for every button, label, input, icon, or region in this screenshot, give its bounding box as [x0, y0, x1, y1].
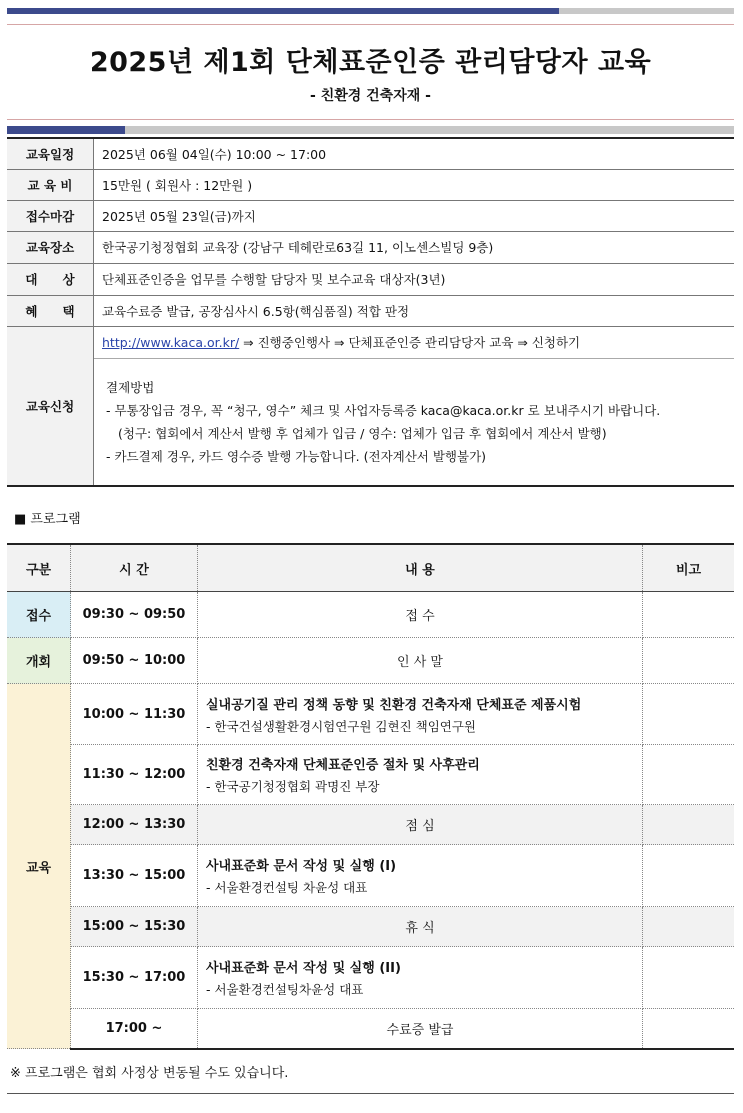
- program-row: [7, 638, 734, 684]
- category-opening: 개회: [7, 638, 71, 684]
- divider: [7, 24, 734, 25]
- program-note: [643, 638, 735, 684]
- program-content: [198, 684, 643, 745]
- session-speaker: - 서울환경컨설팅차윤성 대표: [206, 982, 364, 997]
- program-note: [643, 947, 735, 1009]
- info-value: 15만원 ( 회원사 : 12만원 ): [94, 169, 735, 200]
- program-row: [7, 745, 734, 805]
- info-table: [7, 137, 734, 487]
- program-time: 17:00 ~: [71, 1009, 198, 1049]
- program-content: 접 수: [198, 592, 643, 638]
- program-time: 10:00 ~ 11:30: [71, 684, 198, 745]
- info-label: 교육신청: [7, 326, 94, 486]
- program-note: [643, 907, 735, 947]
- info-row-venue: [7, 231, 734, 263]
- program-time: 09:50 ~ 10:00: [71, 638, 198, 684]
- info-label: 접수마감: [7, 200, 94, 231]
- program-row: [7, 684, 734, 745]
- program-note: [643, 745, 735, 805]
- section-accent-bar: [7, 126, 734, 134]
- page-title: 2025년 제1회 단체표준인증 관리담당자 교육: [89, 47, 652, 78]
- divider: [7, 119, 734, 120]
- payment-title: 결제방법: [106, 379, 155, 395]
- col-header-time: 시 간: [71, 544, 198, 592]
- program-time: 09:30 ~ 09:50: [71, 592, 198, 638]
- program-heading: ■ 프로그램: [14, 512, 81, 527]
- apply-path-text: ⇒ 진행중인행사 ⇒ 단체표준인증 관리담당자 교육 ⇒ 신청하기: [239, 334, 581, 350]
- page-subtitle: - 친환경 건축자재 -: [310, 88, 431, 104]
- payment-line: - 카드결제 경우, 카드 영수증 발행 가능합니다. (전자계산서 발행불가): [106, 448, 487, 464]
- session-title: 사내표준화 문서 작성 및 실행 (I): [206, 859, 397, 874]
- info-row-benefit: [7, 295, 734, 326]
- program-time: 15:30 ~ 17:00: [71, 947, 198, 1009]
- program-note: [643, 845, 735, 907]
- info-label: 교육일정: [7, 138, 94, 169]
- session-title: 사내표준화 문서 작성 및 실행 (II): [206, 961, 401, 976]
- col-header-category: 구분: [7, 544, 71, 592]
- divider: [7, 1093, 734, 1094]
- payment-line: - 무통장입금 경우, 꼭 “청구, 영수” 체크 및 사업자등록증 kaca@kaca.or.kr 로 보내주시기 바랍니다.: [106, 402, 661, 418]
- program-note: [643, 1009, 735, 1049]
- info-value: 한국공기청정협회 교육장 (강남구 테헤란로63길 11, 이노센스빌딩 9층): [94, 231, 735, 263]
- program-row: [7, 1009, 734, 1049]
- info-label: 대 상: [7, 263, 94, 295]
- program-table: [7, 543, 734, 1050]
- info-label: 교육장소: [7, 231, 94, 263]
- category-reception: 접수: [7, 592, 71, 638]
- program-time: 12:00 ~ 13:30: [71, 805, 198, 845]
- program-content: 휴 식: [198, 907, 643, 947]
- program-note: [643, 684, 735, 745]
- program-row: [7, 805, 734, 845]
- program-row: [7, 907, 734, 947]
- program-time: 15:00 ~ 15:30: [71, 907, 198, 947]
- info-row-apply: [7, 326, 734, 486]
- program-content: [198, 845, 643, 907]
- info-value: 2025년 05월 23일(금)까지: [94, 200, 735, 231]
- program-note: [643, 592, 735, 638]
- payment-line: (청구: 협회에서 계산서 발행 후 업체가 입금 / 영수: 업체가 입금 후 협회에서 계산서 발행): [118, 425, 607, 441]
- info-row-fee: [7, 169, 734, 200]
- program-time: 11:30 ~ 12:00: [71, 745, 198, 805]
- payment-methods: [102, 359, 734, 468]
- category-education: 교육: [7, 684, 71, 1049]
- info-row-deadline: [7, 200, 734, 231]
- program-content: 점 심: [198, 805, 643, 845]
- top-accent-bar: [7, 8, 734, 14]
- program-content: 인 사 말: [198, 638, 643, 684]
- program-row: [7, 947, 734, 1009]
- col-header-note: 비고: [643, 544, 735, 592]
- info-value: 교육수료증 발급, 공장심사시 6.5항(핵심품질) 적합 판정: [94, 295, 735, 326]
- program-content: [198, 745, 643, 805]
- info-value: 2025년 06월 04일(수) 10:00 ~ 17:00: [94, 138, 735, 169]
- program-content: [198, 947, 643, 1009]
- session-title: 친환경 건축자재 단체표준인증 절차 및 사후관리: [206, 758, 480, 773]
- col-header-content: 내 용: [198, 544, 643, 592]
- info-value: 단체표준인증을 업무를 수행할 담당자 및 보수교육 대상자(3년): [94, 263, 735, 295]
- apply-path: [94, 327, 734, 359]
- program-note: [643, 805, 735, 845]
- info-label: 교 육 비: [7, 169, 94, 200]
- session-speaker: - 한국공기청정협회 곽명진 부장: [206, 779, 380, 794]
- info-row-target: [7, 263, 734, 295]
- program-time: 13:30 ~ 15:00: [71, 845, 198, 907]
- info-row-schedule: [7, 138, 734, 169]
- program-row: [7, 845, 734, 907]
- session-speaker: - 한국건설생활환경시험연구원 김현진 책임연구원: [206, 718, 477, 734]
- session-title: 실내공기질 관리 정책 동향 및 친환경 건축자재 단체표준 제품시험: [206, 697, 582, 713]
- footer-note: ※ 프로그램은 협회 사정상 변동될 수도 있습니다.: [10, 1066, 289, 1081]
- program-header-row: [7, 544, 734, 592]
- apply-cell: [94, 326, 735, 486]
- kaca-website-link[interactable]: http://www.kaca.or.kr/: [102, 334, 240, 350]
- program-content: 수료증 발급: [198, 1009, 643, 1049]
- info-label: 혜 택: [7, 295, 94, 326]
- session-speaker: - 서울환경컨설팅 차윤성 대표: [206, 880, 368, 895]
- program-row: [7, 592, 734, 638]
